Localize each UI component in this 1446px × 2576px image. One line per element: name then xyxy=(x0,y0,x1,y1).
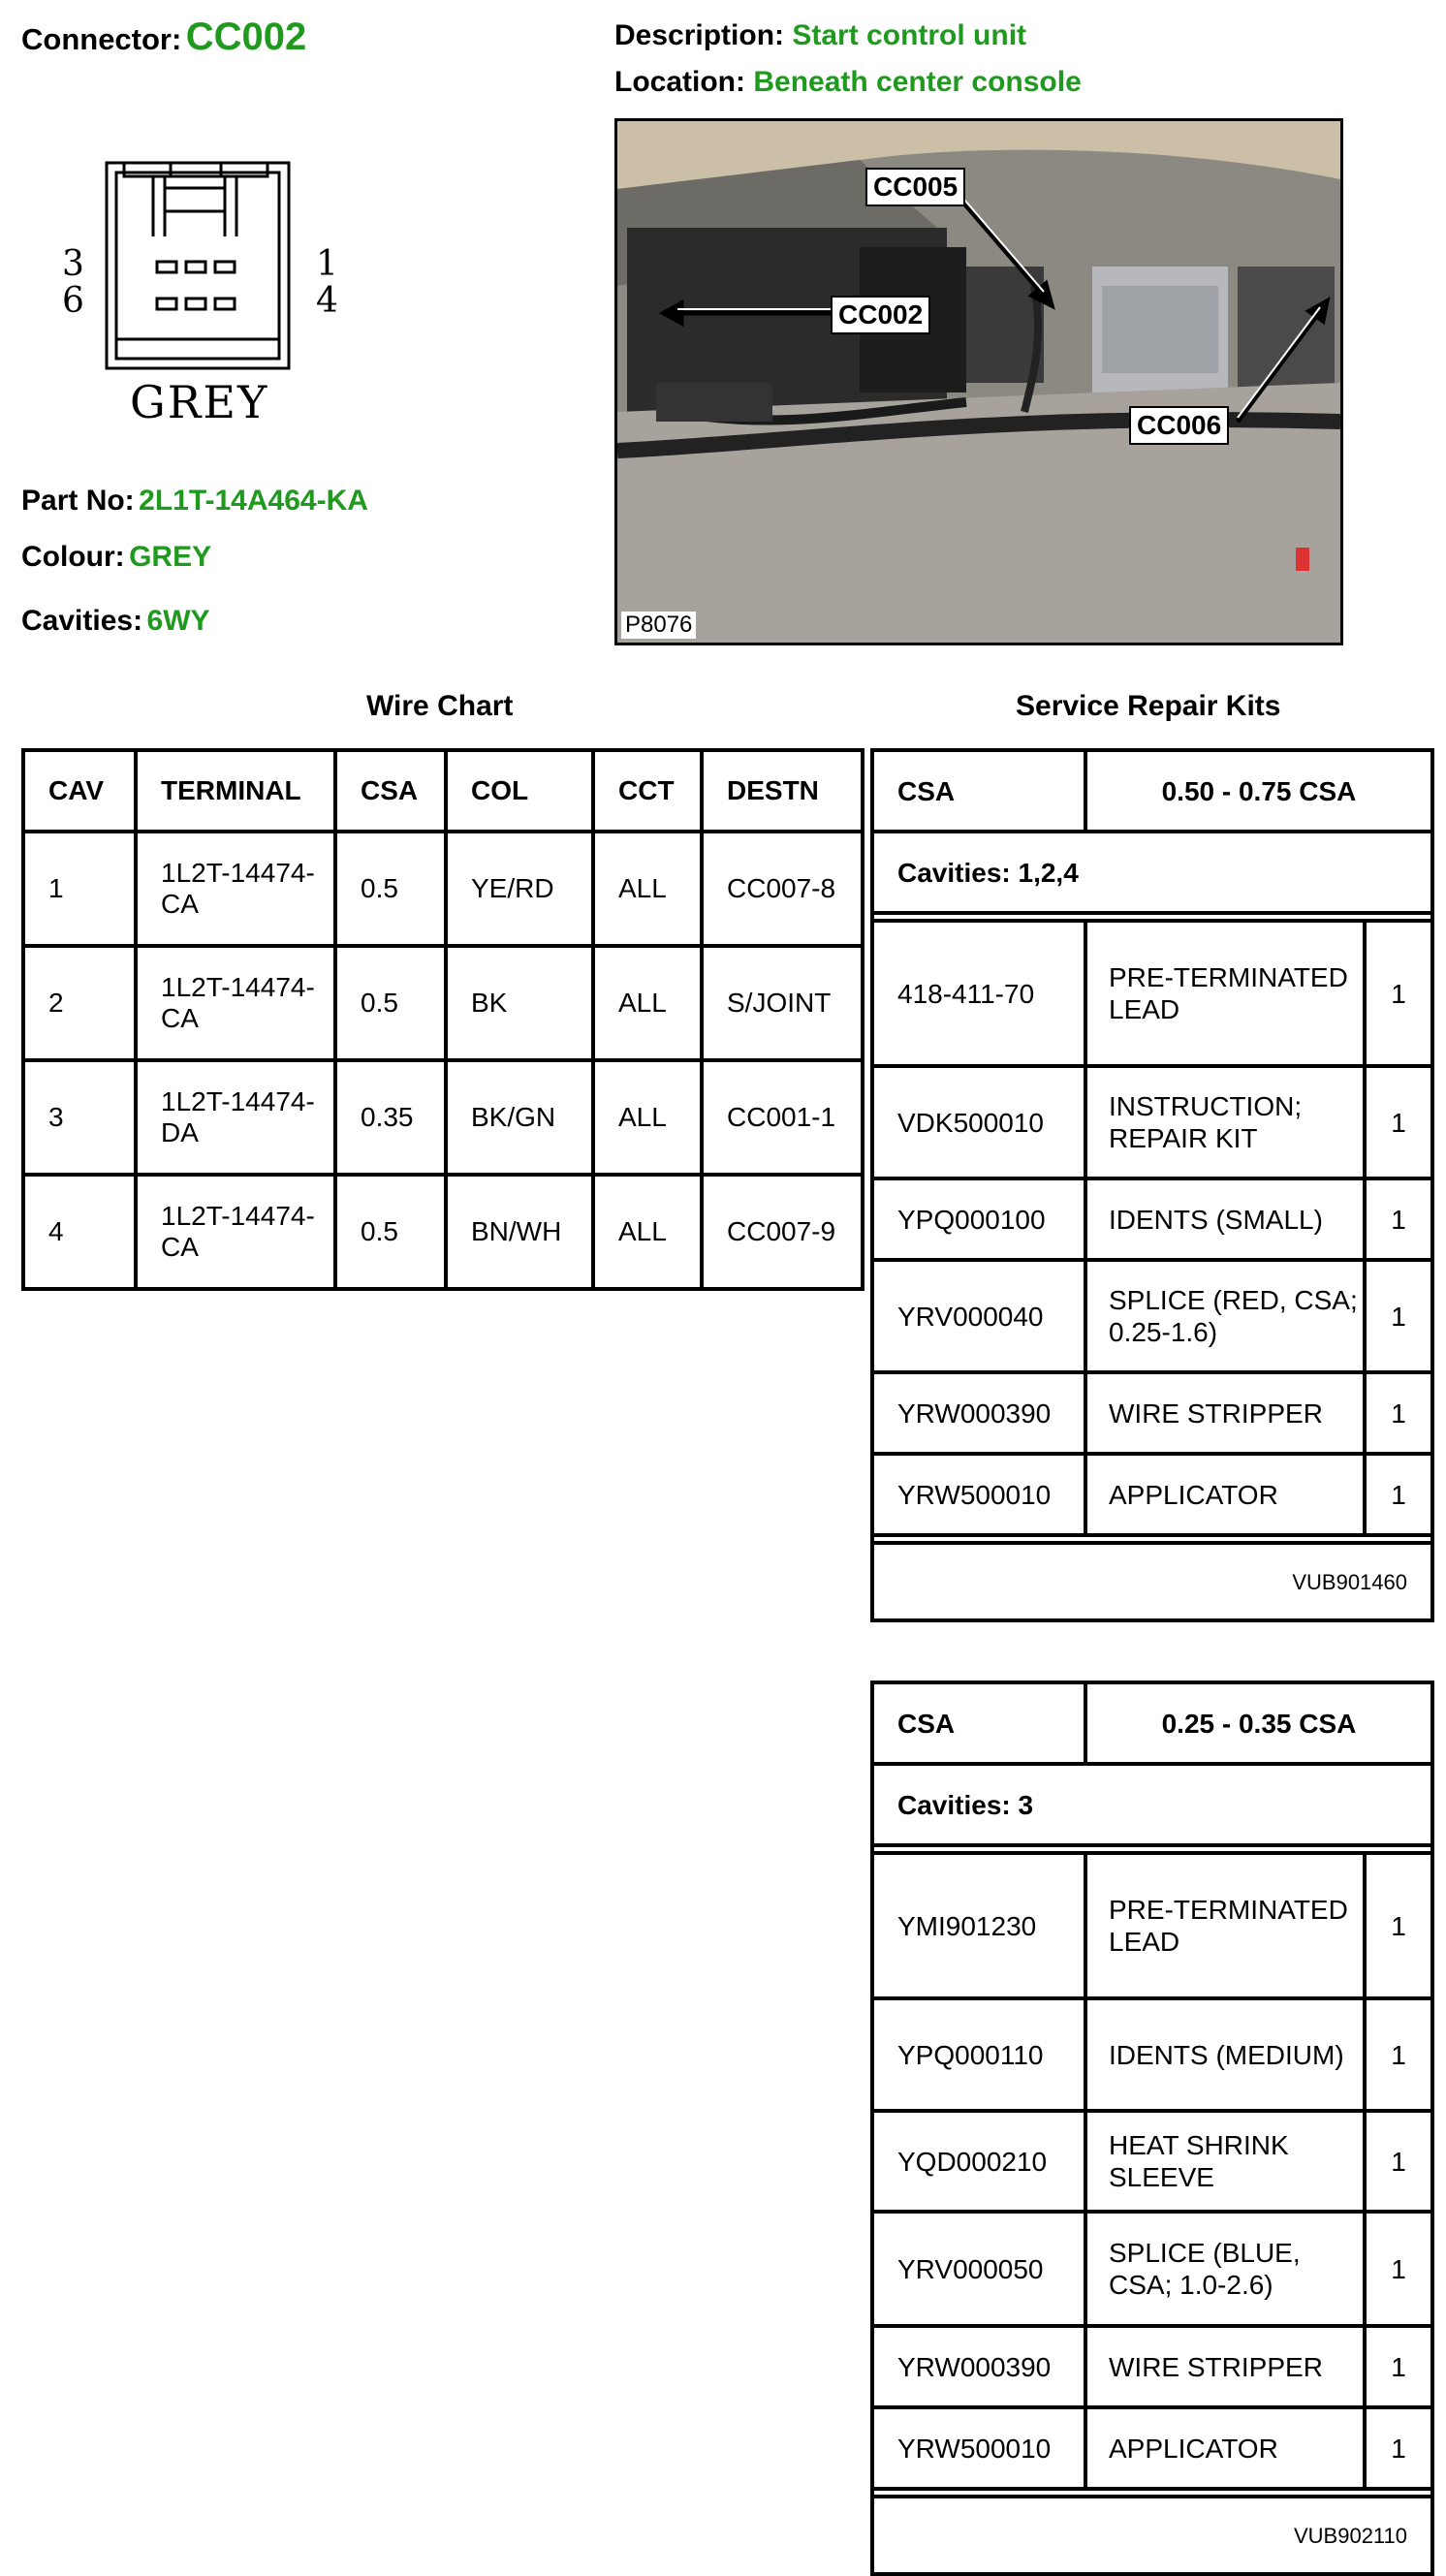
kit-cavities-row xyxy=(872,1764,1432,1845)
kit-part-quantity: 1 xyxy=(1365,1372,1432,1454)
wire-chart-header-row xyxy=(23,750,863,832)
repair-kit-table-2 xyxy=(870,1681,1434,2576)
pin-number-1: 1 xyxy=(316,244,338,284)
kit-part-quantity: 1 xyxy=(1365,1066,1432,1178)
colour-label: Colour: xyxy=(21,541,125,573)
table-row xyxy=(872,2111,1432,2212)
kit-part-quantity: 1 xyxy=(1365,1178,1432,1260)
service-repair-kits-title: Service Repair Kits xyxy=(1016,690,1281,722)
kit-part-description: PRE-TERMINATED LEAD xyxy=(1085,921,1365,1066)
callout-arrows-icon xyxy=(617,121,1340,643)
wire-chart-title: Wire Chart xyxy=(366,690,514,722)
colour-row xyxy=(21,541,211,574)
table-row xyxy=(23,1060,863,1175)
cell-cct: ALL xyxy=(593,1060,702,1175)
kit-part-code: YRV000050 xyxy=(872,2212,1085,2326)
cell-terminal: 1L2T-14474-CA xyxy=(136,1175,335,1289)
cell-terminal: 1L2T-14474-CA xyxy=(136,946,335,1060)
cell-destn: CC001-1 xyxy=(702,1060,863,1175)
cell-cct: ALL xyxy=(593,1175,702,1289)
table-row xyxy=(872,2212,1432,2326)
cell-csa: 0.35 xyxy=(335,1060,446,1175)
description-row xyxy=(614,19,1026,52)
location-label: Location: xyxy=(614,66,745,98)
table-row xyxy=(872,1260,1432,1372)
cavities-row xyxy=(21,605,210,638)
kit-part-description: HEAT SHRINK SLEEVE xyxy=(1085,2111,1365,2212)
kit-part-code: YRV000040 xyxy=(872,1260,1085,1372)
kit-part-quantity: 1 xyxy=(1365,2111,1432,2212)
kit-part-quantity: 1 xyxy=(1365,1853,1432,1998)
cell-cct: ALL xyxy=(593,946,702,1060)
kit-part-quantity: 1 xyxy=(1365,2326,1432,2407)
cell-csa: 0.5 xyxy=(335,832,446,946)
kit-reference: VUB902110 xyxy=(872,2497,1432,2574)
cell-col: YE/RD xyxy=(446,832,593,946)
kit-csa-label: CSA xyxy=(872,750,1085,832)
location-photo xyxy=(614,118,1343,645)
location-value: Beneath center console xyxy=(753,66,1082,98)
kit-part-description: APPLICATOR xyxy=(1085,2407,1365,2489)
location-row xyxy=(614,66,1082,99)
cell-cav: 4 xyxy=(23,1175,136,1289)
kit-part-code: YMI901230 xyxy=(872,1853,1085,1998)
header-destn: DESTN xyxy=(702,750,863,832)
kit-part-description: PRE-TERMINATED LEAD xyxy=(1085,1853,1365,1998)
kit-part-description: SPLICE (RED, CSA; 0.25-1.6) xyxy=(1085,1260,1365,1372)
kit-part-code: YRW500010 xyxy=(872,2407,1085,2489)
kit-part-quantity: 1 xyxy=(1365,1998,1432,2111)
cell-csa: 0.5 xyxy=(335,1175,446,1289)
kit-part-quantity: 1 xyxy=(1365,2212,1432,2326)
cell-col: BK xyxy=(446,946,593,1060)
kit-csa-label: CSA xyxy=(872,1682,1085,1764)
table-row xyxy=(872,1853,1432,1998)
cell-col: BK/GN xyxy=(446,1060,593,1175)
kit-csa-range: 0.25 - 0.35 CSA xyxy=(1085,1682,1432,1764)
header-terminal: TERMINAL xyxy=(136,750,335,832)
table-row xyxy=(872,1066,1432,1178)
kit-part-description: IDENTS (SMALL) xyxy=(1085,1178,1365,1260)
photo-reference: P8076 xyxy=(621,612,696,639)
kit-reference: VUB901460 xyxy=(872,1543,1432,1620)
connector-id: CC002 xyxy=(185,16,307,58)
table-row xyxy=(872,921,1432,1066)
cell-destn: CC007-8 xyxy=(702,832,863,946)
cell-cav: 1 xyxy=(23,832,136,946)
kit-part-description: WIRE STRIPPER xyxy=(1085,1372,1365,1454)
description-label: Description: xyxy=(614,19,785,51)
table-row xyxy=(23,1175,863,1289)
callout-cc005: CC005 xyxy=(865,168,965,206)
kit-cavities: Cavities: 3 xyxy=(872,1764,1432,1845)
cell-terminal: 1L2T-14474-DA xyxy=(136,1060,335,1175)
kit-part-description: IDENTS (MEDIUM) xyxy=(1085,1998,1365,2111)
kit-part-code: YRW000390 xyxy=(872,1372,1085,1454)
connector-label: Connector: xyxy=(21,22,182,56)
header-cct: CCT xyxy=(593,750,702,832)
callout-cc002: CC002 xyxy=(831,296,930,334)
cell-cav: 3 xyxy=(23,1060,136,1175)
kit-reference-row xyxy=(872,2497,1432,2574)
kit-header-row xyxy=(872,750,1432,832)
table-row xyxy=(872,1372,1432,1454)
header-col: COL xyxy=(446,750,593,832)
pin-number-6: 6 xyxy=(62,281,84,321)
wire-chart-table xyxy=(21,748,864,1291)
cell-destn: CC007-9 xyxy=(702,1175,863,1289)
connector-colour-text: GREY xyxy=(130,376,269,428)
kit-part-code: YRW000390 xyxy=(872,2326,1085,2407)
table-row xyxy=(872,1998,1432,2111)
table-row xyxy=(872,1178,1432,1260)
kit-part-quantity: 1 xyxy=(1365,921,1432,1066)
kit-part-description: SPLICE (BLUE, CSA; 1.0-2.6) xyxy=(1085,2212,1365,2326)
kit-part-description: WIRE STRIPPER xyxy=(1085,2326,1365,2407)
callout-cc006: CC006 xyxy=(1129,406,1229,445)
kit-part-quantity: 1 xyxy=(1365,1454,1432,1535)
kit-part-description: APPLICATOR xyxy=(1085,1454,1365,1535)
pin-number-4: 4 xyxy=(316,281,338,321)
kit-cavities-row xyxy=(872,832,1432,913)
cavities-value: 6WY xyxy=(146,605,210,637)
table-row xyxy=(872,2407,1432,2489)
part-number-row xyxy=(21,485,368,518)
kit-part-code: YPQ000100 xyxy=(872,1178,1085,1260)
connector-heading xyxy=(21,16,306,59)
kit-cavities: Cavities: 1,2,4 xyxy=(872,832,1432,913)
cell-terminal: 1L2T-14474-CA xyxy=(136,832,335,946)
header-cav: CAV xyxy=(23,750,136,832)
kit-part-description: INSTRUCTION; REPAIR KIT xyxy=(1085,1066,1365,1178)
part-number-value: 2L1T-14A464-KA xyxy=(139,485,368,517)
table-row xyxy=(23,946,863,1060)
kit-part-code: 418-411-70 xyxy=(872,921,1085,1066)
kit-part-quantity: 1 xyxy=(1365,1260,1432,1372)
kit-part-code: VDK500010 xyxy=(872,1066,1085,1178)
connector-face-drawing xyxy=(56,155,366,436)
cavities-label: Cavities: xyxy=(21,605,143,637)
cell-cav: 2 xyxy=(23,946,136,1060)
description-value: Start control unit xyxy=(792,19,1027,51)
cell-col: BN/WH xyxy=(446,1175,593,1289)
kit-part-code: YPQ000110 xyxy=(872,1998,1085,2111)
table-row xyxy=(872,2326,1432,2407)
part-number-label: Part No: xyxy=(21,485,135,517)
repair-kit-table-1 xyxy=(870,748,1434,1622)
cell-csa: 0.5 xyxy=(335,946,446,1060)
kit-part-code: YRW500010 xyxy=(872,1454,1085,1535)
table-row xyxy=(23,832,863,946)
colour-value: GREY xyxy=(129,541,212,573)
kit-header-row xyxy=(872,1682,1432,1764)
table-row xyxy=(872,1454,1432,1535)
kit-part-code: YQD000210 xyxy=(872,2111,1085,2212)
cell-destn: S/JOINT xyxy=(702,946,863,1060)
pin-number-3: 3 xyxy=(62,244,84,284)
cell-cct: ALL xyxy=(593,832,702,946)
kit-csa-range: 0.50 - 0.75 CSA xyxy=(1085,750,1432,832)
kit-part-quantity: 1 xyxy=(1365,2407,1432,2489)
kit-reference-row xyxy=(872,1543,1432,1620)
header-csa: CSA xyxy=(335,750,446,832)
